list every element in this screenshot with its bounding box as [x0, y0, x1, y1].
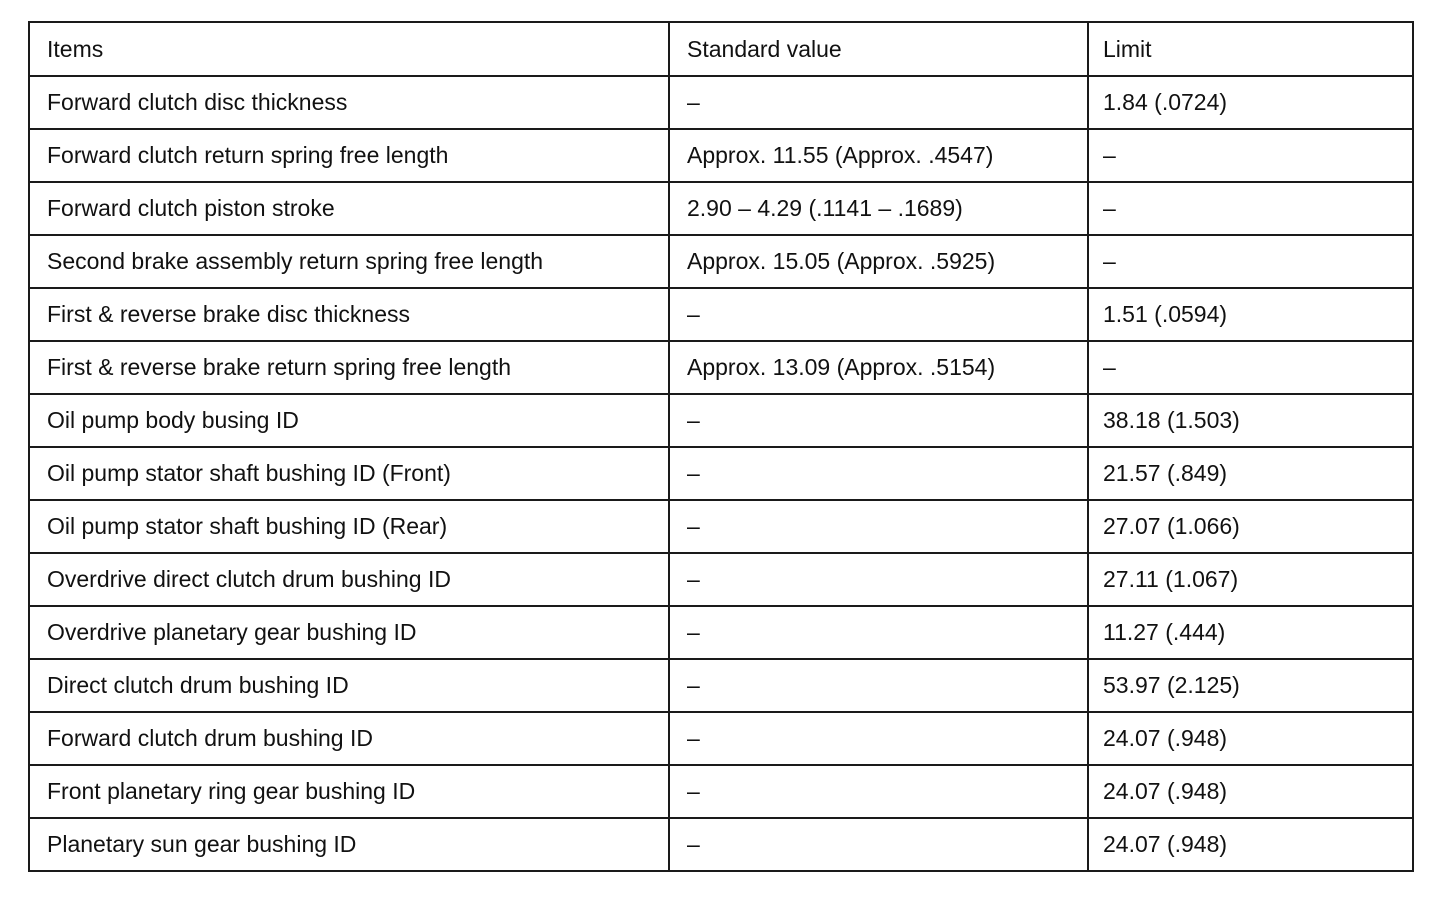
item-cell: First & reverse brake disc thickness	[29, 288, 669, 341]
limit-cell: 24.07 (.948)	[1088, 818, 1413, 871]
item-cell: Overdrive planetary gear bushing ID	[29, 606, 669, 659]
standard-value-cell: –	[669, 606, 1088, 659]
table-row	[29, 553, 1413, 606]
limit-cell: 27.07 (1.066)	[1088, 500, 1413, 553]
header-standard-value: Standard value	[669, 22, 1088, 76]
table-row	[29, 235, 1413, 288]
standard-value-cell: –	[669, 76, 1088, 129]
table-row	[29, 500, 1413, 553]
header-items: Items	[29, 22, 669, 76]
item-cell: Oil pump body busing ID	[29, 394, 669, 447]
table-row	[29, 76, 1413, 129]
item-cell: Oil pump stator shaft bushing ID (Front)	[29, 447, 669, 500]
standard-value-cell: Approx. 11.55 (Approx. .4547)	[669, 129, 1088, 182]
limit-cell: 24.07 (.948)	[1088, 765, 1413, 818]
table-row	[29, 394, 1413, 447]
item-cell: First & reverse brake return spring free length	[29, 341, 669, 394]
standard-value-cell: Approx. 13.09 (Approx. .5154)	[669, 341, 1088, 394]
table-row	[29, 818, 1413, 871]
table-header-row	[29, 22, 1413, 76]
limit-cell: 38.18 (1.503)	[1088, 394, 1413, 447]
item-cell: Overdrive direct clutch drum bushing ID	[29, 553, 669, 606]
specification-table	[28, 21, 1414, 872]
limit-cell: –	[1088, 182, 1413, 235]
limit-cell: 21.57 (.849)	[1088, 447, 1413, 500]
standard-value-cell: –	[669, 394, 1088, 447]
table-row	[29, 447, 1413, 500]
item-cell: Second brake assembly return spring free length	[29, 235, 669, 288]
standard-value-cell: –	[669, 553, 1088, 606]
limit-cell: 1.51 (.0594)	[1088, 288, 1413, 341]
standard-value-cell: –	[669, 765, 1088, 818]
table-row	[29, 129, 1413, 182]
item-cell: Forward clutch piston stroke	[29, 182, 669, 235]
item-cell: Front planetary ring gear bushing ID	[29, 765, 669, 818]
item-cell: Oil pump stator shaft bushing ID (Rear)	[29, 500, 669, 553]
standard-value-cell: Approx. 15.05 (Approx. .5925)	[669, 235, 1088, 288]
limit-cell: 1.84 (.0724)	[1088, 76, 1413, 129]
standard-value-cell: –	[669, 712, 1088, 765]
limit-cell: –	[1088, 235, 1413, 288]
limit-cell: 27.11 (1.067)	[1088, 553, 1413, 606]
limit-cell: –	[1088, 129, 1413, 182]
table-row	[29, 182, 1413, 235]
standard-value-cell: –	[669, 447, 1088, 500]
item-cell: Direct clutch drum bushing ID	[29, 659, 669, 712]
table-row	[29, 606, 1413, 659]
limit-cell: 24.07 (.948)	[1088, 712, 1413, 765]
table-row	[29, 765, 1413, 818]
item-cell: Planetary sun gear bushing ID	[29, 818, 669, 871]
item-cell: Forward clutch return spring free length	[29, 129, 669, 182]
standard-value-cell: –	[669, 288, 1088, 341]
limit-cell: 11.27 (.444)	[1088, 606, 1413, 659]
standard-value-cell: 2.90 – 4.29 (.1141 – .1689)	[669, 182, 1088, 235]
standard-value-cell: –	[669, 818, 1088, 871]
standard-value-cell: –	[669, 659, 1088, 712]
table-row	[29, 659, 1413, 712]
item-cell: Forward clutch disc thickness	[29, 76, 669, 129]
table-row	[29, 341, 1413, 394]
limit-cell: 53.97 (2.125)	[1088, 659, 1413, 712]
item-cell: Forward clutch drum bushing ID	[29, 712, 669, 765]
specification-table-body	[29, 22, 1413, 871]
table-row	[29, 712, 1413, 765]
header-limit: Limit	[1088, 22, 1413, 76]
standard-value-cell: –	[669, 500, 1088, 553]
table-row	[29, 288, 1413, 341]
limit-cell: –	[1088, 341, 1413, 394]
